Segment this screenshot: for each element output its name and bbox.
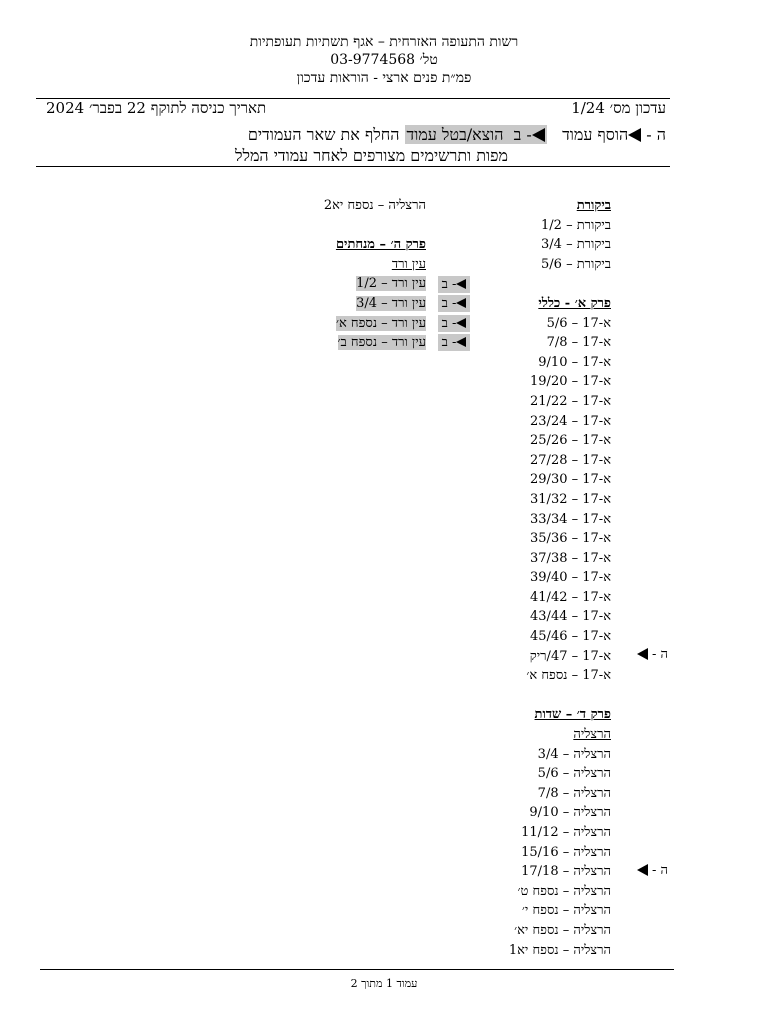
- list-item: הרצליה – נספח יא1: [508, 942, 611, 958]
- list-item: א-17 – 39/40: [530, 570, 611, 586]
- document-subtitle: פמ״ת פנים ארצי - הוראות עדכון: [296, 70, 472, 86]
- list-item: ביקורת – 1/2: [541, 217, 611, 233]
- list-item: הרצליה – נספח יא׳: [514, 922, 611, 938]
- list-item: א-17 – 47/ריק: [529, 648, 611, 664]
- section-title-perek-a: פרק א׳ - כללי: [538, 295, 611, 311]
- list-item: הרצליה – 5/6: [537, 766, 611, 782]
- remove-arrow-icon: [532, 128, 545, 142]
- add-arrow-icon: [628, 128, 641, 142]
- remove-marker: - ב: [438, 276, 470, 293]
- effective-date: תאריך כניסה לתוקף 22 בפבר׳ 2024: [46, 99, 267, 117]
- list-item: א-17 – 35/36: [530, 531, 611, 547]
- list-item: א-17 – נספח א׳: [526, 668, 611, 684]
- remove-marker: - ב: [438, 334, 470, 351]
- authority-name: רשות התעופה האזרחית – אגף תשתיות תעופתיות: [249, 34, 519, 50]
- left-column: [226, 196, 426, 353]
- arrow-left-icon: [456, 318, 466, 328]
- add-page-label: הוסף עמוד: [562, 125, 629, 144]
- remove-page-label: הוצא/בטל עמוד: [406, 125, 504, 144]
- footer-rule: [40, 969, 674, 970]
- list-item: א-17 – 9/10: [538, 354, 611, 370]
- list-item: א-17 – 19/20: [530, 374, 611, 390]
- list-item: א-17 – 31/32: [530, 491, 611, 507]
- replace-label: החלף את שאר העמודים: [247, 125, 400, 144]
- list-item: הרצליה – 7/8: [537, 785, 611, 801]
- list-item: הרצליה – נספח י׳: [521, 903, 611, 919]
- list-item: עין ורד – נספח א׳: [335, 315, 426, 331]
- phone-number: טל׳ 03-9774568: [330, 52, 438, 68]
- instruction-line-2: מפות ותרשימים מצורפים לאחר עמודי המלל: [234, 146, 508, 165]
- arrow-left-icon: [456, 298, 466, 308]
- list-item: עין ורד – נספח ב׳: [337, 335, 426, 351]
- list-item: הרצליה – 9/10: [529, 805, 611, 821]
- instructions-rule: [36, 166, 670, 167]
- list-item: עין ורד – 3/4: [356, 295, 426, 311]
- add-letter: ה -: [646, 125, 666, 144]
- list-item: א-17 – 27/28: [530, 452, 611, 468]
- remove-marker: - ב: [438, 315, 470, 332]
- list-item: א-17 – 33/34: [530, 511, 611, 527]
- list-item: ביקורת – 5/6: [541, 256, 611, 272]
- add-marker: ה -: [637, 862, 668, 878]
- section-title-perek-d: פרק ד׳ – שדות: [534, 707, 611, 723]
- list-item: א-17 – 45/46: [530, 629, 611, 645]
- list-item: הרצליה – נספח יא2: [323, 198, 426, 213]
- remove-highlight: - ב הוצא/בטל עמוד: [405, 125, 547, 144]
- add-marker: ה -: [637, 646, 668, 662]
- subsection-ein-vered: עין ורד: [391, 256, 426, 272]
- arrow-left-icon: [456, 337, 466, 347]
- list-item: א-17 – 23/24: [530, 413, 611, 429]
- list-item: הרצליה – 11/12: [521, 825, 611, 840]
- list-item: א-17 – 37/38: [530, 550, 611, 566]
- arrow-left-icon: [637, 648, 648, 660]
- remove-marker: - ב: [438, 295, 470, 312]
- list-item: הרצליה – 17/18: [521, 864, 611, 880]
- page-number: עמוד 1 מתוך 2: [350, 977, 418, 990]
- arrow-left-icon: [637, 864, 648, 876]
- instruction-line-1: [248, 125, 666, 145]
- list-item: א-17 – 5/6: [546, 315, 611, 331]
- list-item: הרצליה – נספח ט׳: [517, 883, 611, 899]
- list-item: א-17 – 7/8: [546, 335, 611, 351]
- list-item: א-17 – 21/22: [530, 393, 611, 409]
- section-title-bikoret: ביקורת: [576, 198, 611, 213]
- section-title-perek-h: פרק ה׳ – מנחתים: [335, 237, 426, 253]
- list-item: א-17 – 41/42: [530, 589, 611, 605]
- arrow-left-icon: [456, 279, 466, 289]
- subsection-herzliya: הרצליה: [573, 727, 611, 743]
- list-item: הרצליה – 15/16: [521, 844, 611, 860]
- list-item: א-17 – 25/26: [530, 433, 611, 449]
- list-item: ביקורת – 3/4: [541, 237, 611, 253]
- list-item: עין ורד – 1/2: [356, 276, 426, 292]
- list-item: הרצליה – 3/4: [537, 746, 611, 762]
- update-number: עדכון מס׳ 1/24: [571, 99, 666, 117]
- list-item: א-17 – 29/30: [530, 472, 611, 488]
- list-item: א-17 – 43/44: [530, 609, 611, 625]
